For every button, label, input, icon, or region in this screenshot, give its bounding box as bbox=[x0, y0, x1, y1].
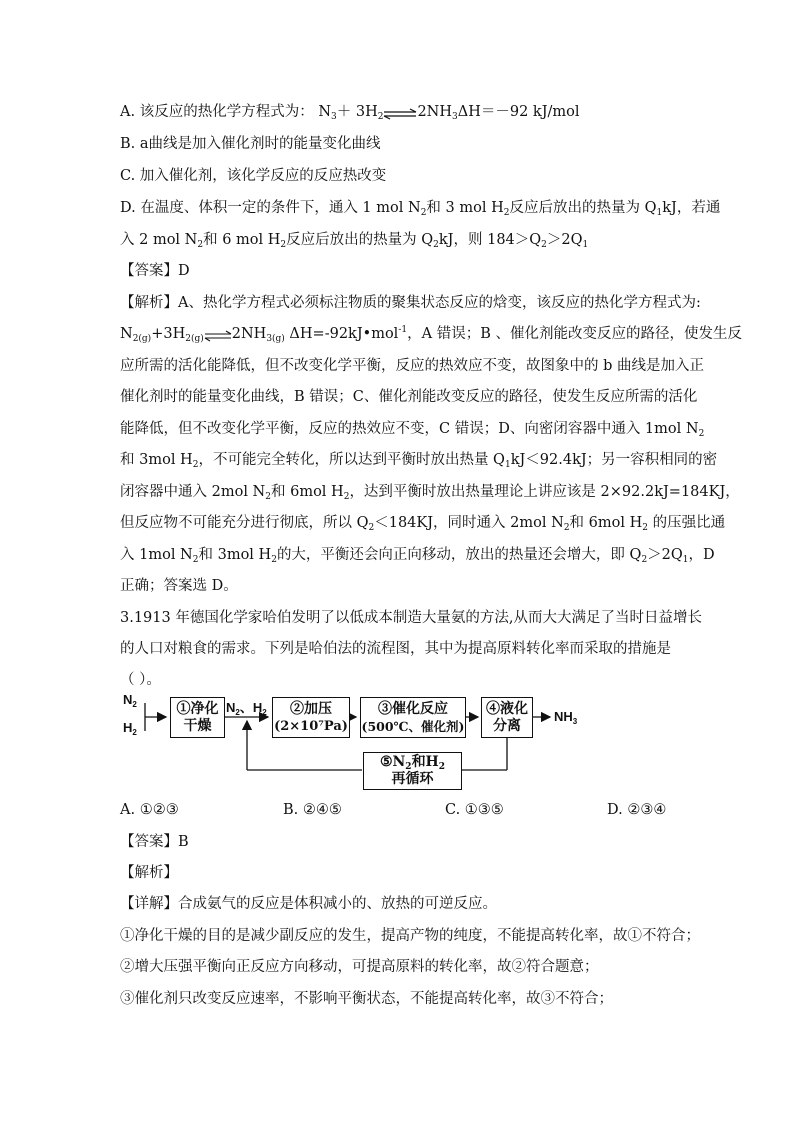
option-a: A. 该反应的热化学方程式为： $N_3+ 3H_2$ $2NH_3\Delta H=-92$ kJ/mol bbox=[120, 104, 580, 122]
question3-line-1: 3.1913 年德国化学家哈伯发明了以低成本制造大量氨的方法,从而大大满足了当时日益增长 bbox=[120, 610, 702, 626]
analysis-q3-title: 【解析】 bbox=[120, 865, 178, 881]
analysis-line-1: 【解析】A、热化学方程式必须标注物质的聚集状态反应的焓变，该反应的热化学方程式为: bbox=[120, 295, 701, 311]
step-catalytic-reaction: ③催化反应 (500℃、催化剂) bbox=[360, 697, 466, 738]
analysis-line-7: 闭容器中通入 2mol $N_2$和 6mol $H_2$，达到平衡时放出热量理论上讲应该是 2×92.2kJ=184KJ， bbox=[120, 484, 740, 502]
option-d-line1: D. 在温度、体积一定的条件下，通入 1 mol $N_2$和 3 mol $H_2$反应后放出的热量为 $Q_1kJ$，若通 bbox=[120, 200, 721, 218]
input-n2-label: $N_2$ bbox=[123, 692, 137, 709]
nh3-output-label: $NH_3$ bbox=[554, 709, 578, 726]
analysis-line-6: 和 3mol $H_2$，不可能完全转化，所以达到平衡时放出热量 $Q_1kJ<92.4kJ$；另一容积相同的密 bbox=[120, 452, 718, 470]
analysis-line-9: 入 1mol $N_2$和 3mol $H_2$的大，平衡还会向正向移动，放出的热量还会增大，即 $Q_2>2Q_1$，D bbox=[120, 547, 715, 565]
detail-line-1: 【详解】合成氨气的反应是体积减小的、放热的可逆反应。 bbox=[120, 896, 497, 912]
q3-option-c: C. ①③⑤ bbox=[445, 802, 504, 818]
analysis-line-5: 能降低，但不改变化学平衡，反应的热效应不变，C 错误；D、向密闭容器中通入 1mol $N_2$ bbox=[120, 421, 705, 439]
question3-line-3: （ ）。 bbox=[120, 672, 161, 688]
analysis-line-8: 但反应物不可能充分进行彻底，所以 $Q_2<184KJ$，同时通入 2mol $N_2$和 6mol $H_2$ 的压强比通 bbox=[120, 515, 726, 533]
equation-a: $N_3+ 3H_2$ $2NH_3\Delta H=-92$ kJ/mol bbox=[318, 104, 580, 122]
analysis-line-10: 正确；答案选 D。 bbox=[120, 578, 238, 594]
detail-line-4: ③催化剂只改变反应速率，不影响平衡状态，不能提高转化率，故③不符合； bbox=[120, 991, 613, 1007]
analysis-line-4: 催化剂时的能量变化曲线，B 错误；C、催化剂能改变反应的路径，使发生反应所需的活化 bbox=[120, 389, 698, 405]
question3-line-2: 的人口对粮食的需求。下列是哈伯法的流程图，其中为提高原料转化率而采取的措施是 bbox=[120, 641, 671, 657]
input-h2-label: $H_2$ bbox=[123, 720, 137, 737]
analysis-line-3: 应所需的活化能降低，但不改变化学平衡，反应的热效应不变，故图象中的 b 曲线是加入正 bbox=[120, 358, 704, 374]
answer-q3: 【答案】B bbox=[120, 834, 189, 850]
option-b: B. a曲线是加入催化剂时的能量变化曲线 bbox=[120, 136, 381, 152]
option-c: C. 加入催化剂，该化学反应的反应热改变 bbox=[120, 168, 387, 184]
detail-line-3: ②增大压强平衡向正反应方向移动，可提高原料的转化率，故②符合题意； bbox=[120, 959, 599, 975]
analysis-line-2: $N_{2(g)}+3H_{2(g)}$ $2NH_{3(g)}$ ΔH=-92kJ•mol$^{-1}$，A 错误；B 、催化剂能改变反应的路径，使发生反 bbox=[120, 325, 742, 344]
detail-line-2: ①净化干燥的目的是减少副反应的发生，提高产物的纯度，不能提高转化率，故①不符合； bbox=[120, 928, 700, 944]
step-recycle: $⑤N_2$和$H_2$ 再循环 bbox=[363, 752, 462, 790]
q3-option-d: D. ②③④ bbox=[607, 802, 667, 818]
step-liquefy-separate: ④液化 分离 bbox=[481, 697, 533, 738]
equilibrium-arrow-icon bbox=[204, 328, 232, 340]
q3-option-a: A. ①②③ bbox=[120, 802, 179, 818]
n2-h2-label: $N_2$、$H_2$ bbox=[226, 700, 267, 717]
answer-q2: 【答案】D bbox=[120, 263, 190, 279]
step-pressurize: ②加压 (2×10⁷Pa) bbox=[272, 697, 350, 738]
q3-option-b: B. ②④⑤ bbox=[283, 802, 342, 818]
step-purify-dry: ①净化 干燥 bbox=[170, 697, 225, 738]
equilibrium-arrow-icon bbox=[383, 106, 417, 118]
option-d-line2: 入 2 mol $N_2$和 6 mol $H_2$反应后放出的热量为 $Q_2kJ$，则 $184>Q_2>2Q_1$ bbox=[120, 232, 589, 250]
